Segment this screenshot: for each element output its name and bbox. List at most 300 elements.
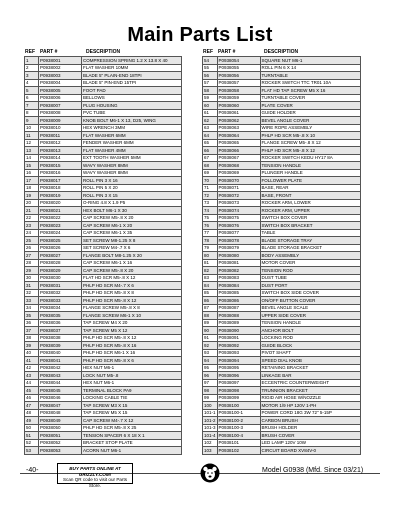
table-row [203,169,361,177]
table-row [25,94,182,102]
table-row [25,372,182,380]
description-cell: TENSION SPACER 6 X 18 X 1 [82,432,182,440]
ref-cell: 45 [25,387,39,395]
description-cell: ROLL PIN 3 X 16 [82,177,182,185]
ref-cell: 68 [203,162,218,170]
ref-cell: 95 [203,364,218,372]
part-number-cell: P0938026 [39,244,82,252]
description-cell: TABLE [260,229,360,237]
description-cell: LOCKING CABLE TIE [82,394,182,402]
ref-cell: 84 [203,282,218,290]
description-cell: ROLL PIN 5 X 20 [82,184,182,192]
table-row [25,132,182,140]
part-number-cell: P0938100-2 [217,417,260,425]
table-row [25,402,182,410]
description-cell: BLADE 5" PLAIN-END 18TPI [82,72,182,80]
right-header-desc: DESCRIPTION [264,49,299,55]
ref-cell: 46 [25,394,39,402]
part-number-cell: P0938039 [39,342,82,350]
table-row [25,64,182,72]
description-cell: POWER CORD 18G 3W 72" 5-15P [260,409,360,417]
table-row [203,237,361,245]
part-number-cell: P0938005 [39,87,82,95]
description-cell: BLADE 5" PIN-END 15TPI [82,79,182,87]
description-cell: BEVEL ANGLE COVER [260,117,360,125]
ref-cell: 79 [203,244,218,252]
part-number-cell: P0938092 [217,342,260,350]
description-cell: BASE, REAR [260,184,360,192]
table-row [203,102,361,110]
ref-cell: 87 [203,304,218,312]
part-number-cell: P0938018 [39,184,82,192]
part-number-cell: P0938041 [39,357,82,365]
ref-cell: 86 [203,297,218,305]
ref-cell: 78 [203,237,218,245]
description-cell: PHLP HD SCR M5-.8 X 16 [82,342,182,350]
table-row [25,169,182,177]
table-row [25,102,182,110]
part-number-cell: P0938038 [39,334,82,342]
table-row [203,319,361,327]
part-number-cell: P0938085 [217,289,260,297]
table-row [203,124,361,132]
table-row [203,327,361,335]
part-number-cell: P0938100 [217,402,260,410]
description-cell: BRUSH HOLDER [260,424,360,432]
buy-parts-banner[interactable] [57,463,133,488]
part-number-cell: P0938042 [39,364,82,372]
ref-cell: 31 [25,282,39,290]
table-row [203,259,361,267]
description-cell: PHLP HD SCR M5-.8 X 6 [82,357,182,365]
part-number-cell: P0938050 [39,424,82,432]
left-header-ref: REF [25,49,35,55]
ref-cell: 85 [203,289,218,297]
description-cell: ROCKER SWITCH TTC TR01 10A [260,79,360,87]
ref-cell: 43 [25,372,39,380]
description-cell: FLAT HD TAP SCREW M5 X 16 [260,87,360,95]
ref-cell: 36 [25,319,39,327]
ref-cell: 53 [25,447,39,455]
table-row [25,417,182,425]
part-number-cell: P0938013 [39,147,82,155]
part-number-cell: P0938101 [217,439,260,447]
table-row [203,342,361,350]
table-row [25,214,182,222]
part-number-cell: P0938023 [39,222,82,230]
part-number-cell: P0938046 [39,394,82,402]
ref-cell: 15 [25,162,39,170]
description-cell: TERMINAL BLOCK PA9 [82,387,182,395]
ref-cell: 81 [203,259,218,267]
part-number-cell: P0938020 [39,199,82,207]
description-cell: PHLP HD SCR M5-.8 X 25 [82,424,182,432]
table-row [203,439,361,447]
table-row [25,439,182,447]
description-cell: FOLLOWER PLATE [260,177,360,185]
page-title: Main Parts List [127,24,273,46]
part-number-cell: P0938029 [39,267,82,275]
left-header-desc: DESCRIPTION [86,49,121,55]
table-row [25,357,182,365]
part-number-cell: P0938060 [217,102,260,110]
ref-cell: 50 [25,424,39,432]
ref-cell: 3 [25,72,39,80]
description-cell: EXT TOOTH WASHER 5MM [82,154,182,162]
ref-cell: 23 [25,222,39,230]
ref-cell: 59 [203,94,218,102]
part-number-cell: P0938044 [39,379,82,387]
ref-cell: 40 [25,349,39,357]
part-number-cell: P0938025 [39,237,82,245]
table-row [25,87,182,95]
description-cell: CAP SCREW M5-.8 X 20 [82,214,182,222]
description-cell: FLAT WASHER 6MM [82,132,182,140]
description-cell: FOOT PAD [82,87,182,95]
part-number-cell: P0938055 [217,64,260,72]
part-number-cell: P0938093 [217,349,260,357]
part-number-cell: P0938074 [217,207,260,215]
part-number-cell: P0938030 [39,274,82,282]
part-number-cell: P0938003 [39,72,82,80]
description-cell: LED LAMP 120V 10W [260,439,360,447]
part-number-cell: P0938004 [39,79,82,87]
table-row [25,147,182,155]
scan-qr-line: Scan QR code to visit our Parts Store. [62,477,128,488]
table-row [203,139,361,147]
ref-cell: 76 [203,222,218,230]
ref-cell: 94 [203,357,218,365]
part-number-cell: P0938010 [39,124,82,132]
description-cell: BASE, FRONT [260,192,360,200]
part-number-cell: P0938087 [217,304,260,312]
description-cell: UPPER SIDE COVER [260,312,360,320]
description-cell: TAP SCREW M4 X 20 [82,319,182,327]
description-cell: BLADE STORAGE BRACKET [260,244,360,252]
table-row [203,117,361,125]
description-cell: PIVOT SHAFT [260,349,360,357]
description-cell: ROLL PIN 3 X 15 [82,192,182,200]
table-row [25,117,182,125]
description-cell: ROCKER SWITCH KEDU HY17 8A [260,154,360,162]
ref-cell: 34 [25,304,39,312]
description-cell: CARBON BRUSH [260,417,360,425]
description-cell: SWITCH BOX BRACKET [260,222,360,230]
ref-cell: 1 [25,57,39,65]
part-number-cell: P0938002 [39,64,82,72]
part-number-cell: P0938012 [39,139,82,147]
description-cell: RETAINING BRACKET [260,364,360,372]
table-row [203,64,361,72]
table-row [25,252,182,260]
ref-cell: 26 [25,244,39,252]
part-number-cell: P0938066 [217,147,260,155]
description-cell: MOTOR 1/9 HP 120V 1-PH [260,402,360,410]
ref-cell: 73 [203,199,218,207]
part-number-cell: P0938089 [217,319,260,327]
page-number: -40- [26,467,39,474]
ref-cell: 61 [203,109,218,117]
part-number-cell: P0938086 [217,297,260,305]
part-number-cell: P0938057 [217,79,260,87]
table-row [25,72,182,80]
description-cell: FLANGE SCREW M5-.8 X 12 [260,139,360,147]
description-cell: DUST PORT [260,282,360,290]
table-row [203,177,361,185]
description-cell: TURNTABLE [260,72,360,80]
table-row [203,432,361,440]
description-cell: PLATE COVER [260,102,360,110]
ref-cell: 51 [25,432,39,440]
part-number-cell: P0938022 [39,214,82,222]
part-number-cell: P0938077 [217,229,260,237]
ref-cell: 32 [25,289,39,297]
description-cell: KNOB BOLT M6-1 X 13, D25, WING [82,117,182,125]
description-cell: PHLP HD SCR M5-.8 X 12 [260,147,360,155]
description-cell: CAP SCREW M6-1 X 20 [82,222,182,230]
description-cell: BRACKET STOP PLATE [82,439,182,447]
table-row [203,387,361,395]
description-cell: FLAT WASHER 10MM [82,64,182,72]
table-row [203,357,361,365]
description-cell: HEX BOLT M6-1 X 30 [82,207,182,215]
description-cell: HEX NUT M6-1 [82,364,182,372]
part-number-cell: P0938059 [217,94,260,102]
description-cell: TENSION ROD [260,267,360,275]
table-row [203,379,361,387]
description-cell: SET SCREW M8-1.25 X 8 [82,237,182,245]
description-cell: BELLOWS [82,94,182,102]
table-row [203,267,361,275]
table-row [203,289,361,297]
part-number-cell: P0938069 [217,169,260,177]
table-row [25,312,182,320]
description-cell: O-RING 4.8 X 1.9 P5 [82,199,182,207]
ref-cell: 80 [203,252,218,260]
part-number-cell: P0938079 [217,244,260,252]
ref-cell: 77 [203,229,218,237]
ref-cell: 91 [203,334,218,342]
part-number-cell: P0938011 [39,132,82,140]
ref-cell: 90 [203,327,218,335]
ref-cell: 103 [203,447,218,455]
table-row [25,259,182,267]
part-number-cell: P0938071 [217,184,260,192]
ref-cell: 92 [203,342,218,350]
ref-cell: 52 [25,439,39,447]
ref-cell: 11 [25,132,39,140]
ref-cell: 7 [25,102,39,110]
table-row [203,147,361,155]
table-row [25,177,182,185]
description-cell: ROCKER ARM, UPPER [260,207,360,215]
table-row [25,297,182,305]
part-number-cell: P0938090 [217,327,260,335]
part-number-cell: P0938061 [217,109,260,117]
table-row [25,364,182,372]
ref-cell: 97 [203,379,218,387]
table-row [25,192,182,200]
part-number-cell: P0938063 [217,124,260,132]
table-row [25,79,182,87]
description-cell: FLAT HD SCR M5-.8 X 12 [82,274,182,282]
part-number-cell: P0938052 [39,439,82,447]
table-row [25,349,182,357]
part-number-cell: P0938037 [39,327,82,335]
ref-cell: 67 [203,154,218,162]
table-row [203,57,361,65]
ref-cell: 29 [25,267,39,275]
ref-cell: 69 [203,169,218,177]
description-cell: TURNTABLE COVER [260,94,360,102]
table-row [203,244,361,252]
part-number-cell: P0938096 [217,372,260,380]
part-number-cell: P0938099 [217,394,260,402]
description-cell: COMPRESSION SPRING 1.2 X 13.8 X 40 [82,57,182,65]
part-number-cell: P0938067 [217,154,260,162]
table-row [203,94,361,102]
table-row [203,87,361,95]
right-parts-table [202,56,361,455]
table-row [203,282,361,290]
description-cell: CAP SCREW M6-1 X 35 [82,229,182,237]
description-cell: PHLP HD SCR M5-.8 X 8 [82,289,182,297]
ref-cell: 63 [203,124,218,132]
table-row [25,199,182,207]
part-number-cell: P0938081 [217,259,260,267]
table-row [25,289,182,297]
part-number-cell: P0938028 [39,259,82,267]
part-number-cell: P0938006 [39,94,82,102]
table-row [25,432,182,440]
table-row [25,319,182,327]
ref-cell: 89 [203,319,218,327]
description-cell: FLAT WASHER 4MM [82,147,182,155]
table-row [203,79,361,87]
description-cell: PHLP HD SCR M5-.8 X 12 [82,334,182,342]
ref-cell: 98 [203,387,218,395]
ref-cell: 9 [25,117,39,125]
ref-cell: 55 [203,64,218,72]
description-cell: SQUARE NUT M6-1 [260,57,360,65]
table-row [25,447,182,455]
table-row [25,207,182,215]
part-number-cell: P0938021 [39,207,82,215]
description-cell: GUIDE HOLDER [260,109,360,117]
table-row [203,162,361,170]
ref-cell: 64 [203,132,218,140]
table-row [203,297,361,305]
ref-cell: 20 [25,199,39,207]
description-cell: TAP SCREW M5 X 15 [82,409,182,417]
description-cell: FENDER WASHER 6MM [82,139,182,147]
part-number-cell: P0938098 [217,387,260,395]
table-row [203,207,361,215]
table-row [203,222,361,230]
part-number-cell: P0938032 [39,289,82,297]
ref-cell: 16 [25,169,39,177]
part-number-cell: P0938040 [39,349,82,357]
part-number-cell: P0938048 [39,409,82,417]
ref-cell: 14 [25,154,39,162]
description-cell: FLANGE SCREW M5-.8 X 8 [82,304,182,312]
ref-cell: 12 [25,139,39,147]
ref-cell: 42 [25,364,39,372]
grizzly-bear-logo-icon [200,463,220,483]
ref-cell: 8 [25,109,39,117]
table-row [203,424,361,432]
description-cell: ANCHOR BOLT [260,327,360,335]
part-number-cell: P0938075 [217,214,260,222]
part-number-cell: P0938016 [39,169,82,177]
ref-cell: 39 [25,342,39,350]
ref-cell: 96 [203,372,218,380]
description-cell: BRUSH COVER [260,432,360,440]
part-number-cell: P0938053 [39,447,82,455]
table-row [203,372,361,380]
table-row [203,312,361,320]
table-row [203,364,361,372]
ref-cell: 72 [203,192,218,200]
part-number-cell: P0938031 [39,282,82,290]
table-row [203,334,361,342]
buy-parts-line: BUY PARTS ONLINE AT GRIZZLY.COM! [69,466,121,477]
table-row [25,109,182,117]
table-row [25,342,182,350]
part-number-cell: P0938070 [217,177,260,185]
part-number-cell: P0938036 [39,319,82,327]
description-cell: TAP SCREW M5 X 12 [82,327,182,335]
ref-cell: 62 [203,117,218,125]
description-cell: WAVY WASHER 8MM [82,162,182,170]
ref-cell: 47 [25,402,39,410]
description-cell: WIRE ROPE ASSEMBLY [260,124,360,132]
part-number-cell: P0938019 [39,192,82,200]
ref-cell: 28 [25,259,39,267]
part-number-cell: P0938007 [39,102,82,110]
part-number-cell: P0938097 [217,379,260,387]
part-number-cell: P0938065 [217,139,260,147]
description-cell: ON/OFF BUTTON COVER [260,297,360,305]
part-number-cell: P0938094 [217,357,260,365]
part-number-cell: P0938033 [39,297,82,305]
part-number-cell: P0938102 [217,447,260,455]
part-number-cell: P0938035 [39,312,82,320]
table-row [25,387,182,395]
part-number-cell: P0938076 [217,222,260,230]
part-number-cell: P0938083 [217,274,260,282]
ref-cell: 100 [203,402,218,410]
description-cell: SWITCH BOX COVER [260,214,360,222]
part-number-cell: P0938100-1 [217,409,260,417]
table-row [25,237,182,245]
ref-cell: 65 [203,139,218,147]
part-number-cell: P0938056 [217,72,260,80]
part-number-cell: P0938051 [39,432,82,440]
table-row [25,154,182,162]
table-row [203,394,361,402]
description-cell: SET SCREW M4-.7 X 6 [82,244,182,252]
description-cell: HEX NUT M6-1 [82,379,182,387]
description-cell: TRUNNION BRACKET [260,387,360,395]
description-cell: LINKAGE BAR [260,372,360,380]
description-cell: PVC TUBE [82,109,182,117]
description-cell: TAP SCREW M3 X 15 [82,402,182,410]
part-number-cell: P0938088 [217,312,260,320]
table-row [25,244,182,252]
part-number-cell: P0938001 [39,57,82,65]
table-row [25,394,182,402]
